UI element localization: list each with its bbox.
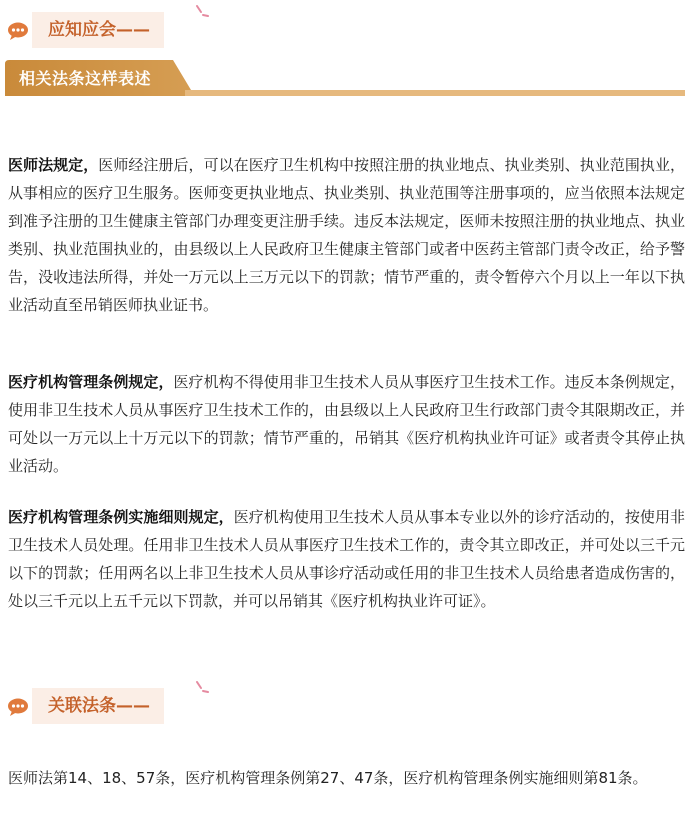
paragraph-medical-institution-regulation bbox=[8, 368, 685, 480]
section-title-related: 关联法条—— bbox=[32, 688, 164, 724]
sparkle-icon bbox=[194, 4, 210, 20]
statute-banner bbox=[5, 60, 685, 98]
paragraph-lead: 医疗机构管理条例实施细则规定， bbox=[8, 508, 234, 526]
sparkle-icon bbox=[194, 680, 210, 696]
paragraph-body: 医疗机构使用卫生技术人员从事本专业以外的诊疗活动的，按使用非卫生技术人员处理。任用非卫生技术人员从事医疗卫生技术工作的，责令其立即改正，并可处以三千元以下的罚款；任用两名以上非卫生技术人员从事诊疗活动或任用的非卫生技术人员给患者造成伤害的，处以三千元以上五千元以下罚款，并可以吊销其《医疗机构执业许可证》。 bbox=[8, 508, 685, 610]
paragraph-body: 医疗机构不得使用非卫生技术人员从事医疗卫生技术工作。违反本条例规定，使用非卫生技术人员从事医疗卫生技术工作的，由县级以上人民政府卫生行政部门责令其限期改正，并可处以一万元以上十万元以下的罚款；情节严重的，吊销其《医疗机构执业许可证》或者责令其停止执业活动。 bbox=[8, 373, 685, 475]
paragraph-implementation-rules bbox=[8, 503, 685, 615]
paragraph-physician-law bbox=[8, 151, 685, 319]
paragraph-lead: 医师法规定， bbox=[8, 156, 99, 174]
banner-title: 相关法条这样表述 bbox=[19, 69, 152, 88]
paragraph-lead: 医疗机构管理条例规定， bbox=[8, 373, 174, 391]
related-statutes-text: 医师法第14、18、57条，医疗机构管理条例第27、47条，医疗机构管理条例实施细则第81条。 bbox=[8, 769, 648, 787]
section-title-know: 应知应会—— bbox=[32, 12, 164, 48]
paragraph-body: 医师经注册后，可以在医疗卫生机构中按照注册的执业地点、执业类别、执业范围执业，从事相应的医疗卫生服务。医师变更执业地点、执业类别、执业范围等注册事项的，应当依照本法规定到准予注册的卫生健康主管部门办理变更注册手续。违反本法规定，医师未按照注册的执业地点、执业类别、执业范围执业的，由县级以上人民政府卫生健康主管部门或者中医药主管部门责令改正，给予警告，没收违法所得，并处一万元以上三万元以下的罚款；情节严重的，责令暂停六个月以上一年以下执业活动直至吊销医师执业证书。 bbox=[8, 156, 685, 314]
chat-bubble-icon bbox=[7, 22, 29, 40]
chat-bubble-icon bbox=[7, 698, 29, 716]
